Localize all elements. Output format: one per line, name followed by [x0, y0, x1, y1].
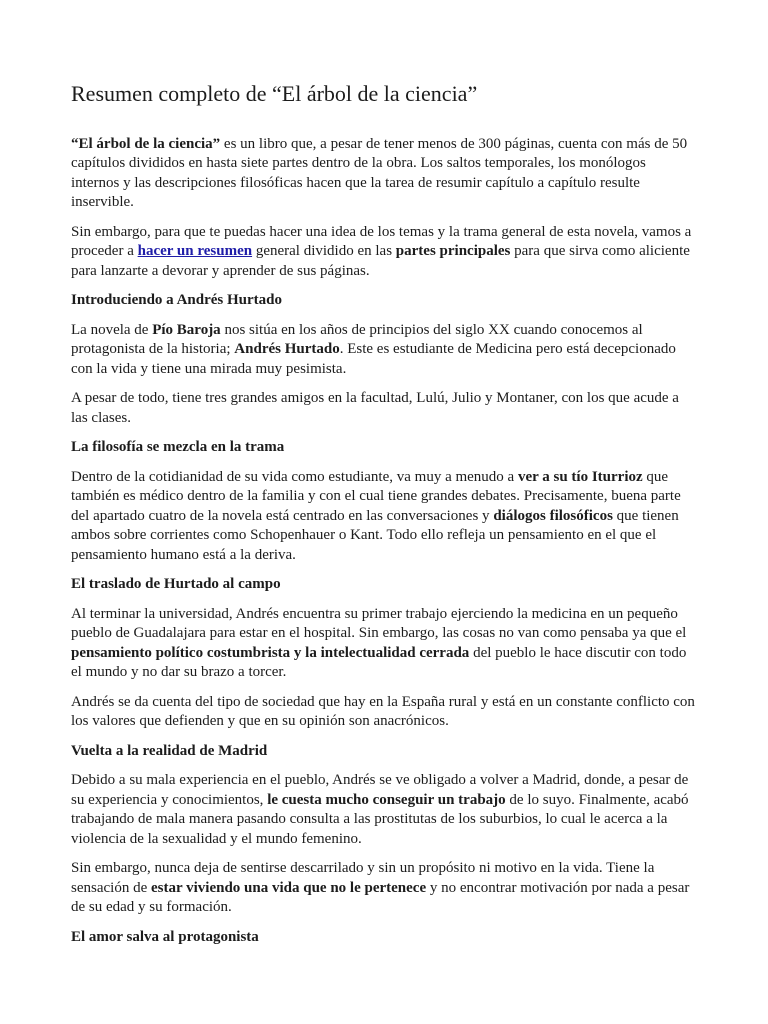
bold-text-run: partes principales [395, 243, 511, 260]
text-run: para que sirva como aliciente para lanzarte a devorar y aprender de sus páginas. [71, 243, 690, 279]
heading-text: Introduciendo a Andrés Hurtado [71, 292, 283, 309]
bold-text-run: estar viviendo una vida que no le pertenece [150, 879, 427, 896]
bold-text-run: le cuesta mucho conseguir un trabajo [267, 791, 506, 808]
heading-text: El traslado de Hurtado al campo [71, 576, 281, 593]
paragraph [71, 693, 697, 732]
heading-text: La filosofía se mezcla en la trama [71, 439, 285, 456]
paragraph [71, 468, 697, 566]
text-run: nos sitúa en los años de principios del siglo XX cuando conocemos al protagonista de la historia; [71, 321, 643, 358]
section-heading [71, 742, 697, 762]
paragraph [71, 135, 697, 213]
paragraph [71, 859, 697, 918]
text-run: general dividido en las [252, 243, 396, 260]
bold-text-run: ver a su tío Iturrioz [517, 468, 643, 485]
paragraph [71, 771, 697, 849]
section-heading [71, 438, 697, 458]
text-run: Sin embargo, para que te puedas hacer una idea de los temas y la trama general de esta novela, vamos a proceder a [71, 223, 692, 260]
document-body [71, 135, 697, 948]
text-run: Debido a su mala experiencia en el pueblo, Andrés se ve obligado a volver a Madrid, donde, a pesar de su experiencia y conocimientos, [71, 772, 689, 808]
bold-text-run: pensamiento político costumbrista y la intelectualidad cerrada [71, 644, 470, 661]
text-run: Al terminar la universidad, Andrés encuentra su primer trabajo ejerciendo la medicina en un pequeño pueblo de Guadalajara para estar en el hospital. Sin embargo, las cosas no van como pensaba ya que el [71, 605, 687, 642]
text-run: Andrés se da cuenta del tipo de sociedad que hay en la España rural y está en un constante conflicto con los valores que defienden y que en su opinión son anacrónicos. [71, 693, 695, 730]
paragraph [71, 605, 697, 683]
section-heading [71, 928, 697, 948]
heading-text: El amor salva al protagonista [71, 928, 259, 945]
text-run: que tienen ambos sobre corrientes como Schopenhauer o Kant. Todo ello refleja un pensamiento en el que el pensamiento humano está a la deriva. [71, 507, 679, 563]
text-run: y no encontrar motivación por nada a pesar de su edad y su formación. [71, 879, 690, 916]
text-run: . Este es estudiante de Medicina pero está decepcionado con la vida y tiene una mirada muy pesimista. [71, 341, 676, 377]
bold-text-run: Andrés Hurtado [234, 341, 340, 358]
bold-text-run: diálogos filosóficos [493, 507, 613, 524]
paragraph [71, 321, 697, 380]
text-run: del pueblo le hace discutir con todo el mundo y no dar su brazo a torcer. [71, 644, 687, 681]
heading-text: Vuelta a la realidad de Madrid [71, 742, 268, 759]
section-heading [71, 575, 697, 595]
text-run: A pesar de todo, tiene tres grandes amigos en la facultad, Lulú, Julio y Montaner, con los que acude a las clases. [71, 390, 679, 426]
text-run: La novela de [71, 321, 153, 338]
paragraph [71, 389, 697, 428]
bold-text-run: Pío Baroja [152, 321, 221, 338]
paragraph [71, 223, 697, 282]
text-run: que también es médico dentro de la familia y con el cual tiene grandes debates. Precisamente, buena parte del apartado cuatro de la novela está centrado en las conversaciones y [71, 468, 681, 524]
text-run: Dentro de la cotidianidad de su vida como estudiante, va muy a menudo a [71, 468, 518, 485]
section-heading [71, 291, 697, 311]
text-run: Sin embargo, nunca deja de sentirse descarrilado y sin un propósito ni motivo en la vida. Tiene la sensación de [71, 860, 655, 896]
text-run: es un libro que, a pesar de tener menos de 300 páginas, cuenta con más de 50 capítulos divididos en hasta siete partes dentro de la obra. Los saltos temporales, los monólogos internos y las descripciones filosóficas hacen que la tarea de resumir capítulo a capítulo resulte inservible. [71, 135, 688, 211]
bold-text-run: “El árbol de la ciencia” [71, 135, 221, 152]
inline-link[interactable]: hacer un resumen [137, 243, 253, 260]
text-run: de lo suyo. Finalmente, acabó trabajando de mala manera pasando consulta a las prostitutas de los suburbios, lo cual le acerca a la violencia de la sexualidad y el mundo femenino. [71, 791, 689, 847]
document-title: Resumen completo de “El árbol de la ciencia” [71, 81, 478, 106]
